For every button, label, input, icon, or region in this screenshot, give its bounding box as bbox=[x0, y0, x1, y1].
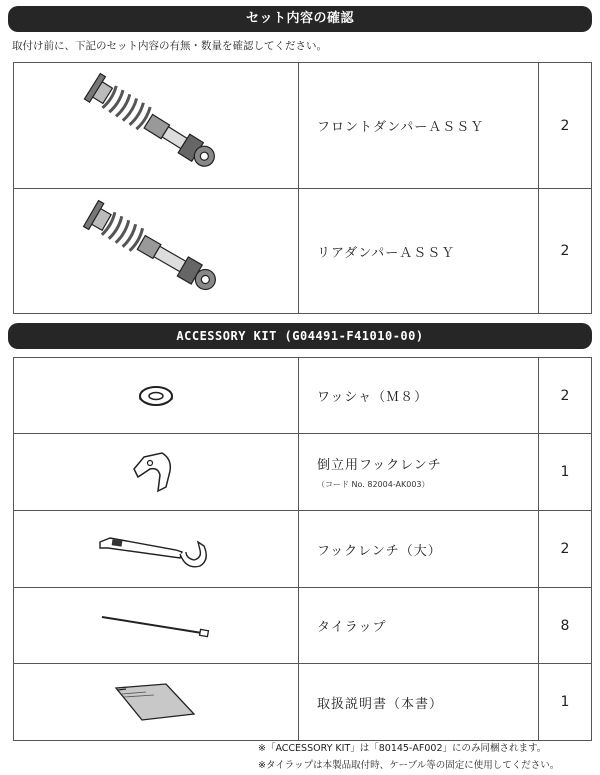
item-name: フックレンチ（大） bbox=[299, 511, 539, 588]
footnotes bbox=[258, 740, 559, 774]
damper-table bbox=[13, 62, 592, 314]
front-damper-icon bbox=[81, 71, 231, 181]
inverted-hook-wrench-icon bbox=[126, 447, 186, 497]
inverted-hook-wrench-image bbox=[14, 434, 299, 511]
footnote-accessory-kit: ※「ACCESSORY KIT」は「80145-AF002」にのみ同梱されます。 bbox=[258, 743, 547, 754]
cable-tie-image bbox=[14, 588, 299, 664]
item-name: フロントダンパーＡＳＳＹ bbox=[299, 63, 539, 189]
item-name-with-code bbox=[299, 434, 539, 511]
intro-text: 取付け前に、下記のセット内容の有無・数量を確認してください。 bbox=[12, 40, 327, 52]
item-qty: 2 bbox=[539, 63, 592, 189]
item-qty: 2 bbox=[539, 189, 592, 314]
section-title-kit-contents: セット内容の確認 bbox=[8, 6, 592, 32]
footnote-cable-tie: ※タイラップは本製品取付時、ケーブル等の固定に使用してください。 bbox=[258, 760, 560, 771]
table-row bbox=[14, 434, 592, 511]
table-row bbox=[14, 588, 592, 664]
table-row bbox=[14, 664, 592, 741]
item-name: タイラップ bbox=[299, 588, 539, 664]
front-damper-image bbox=[14, 63, 299, 189]
table-row bbox=[14, 358, 592, 434]
table-row bbox=[14, 189, 592, 314]
rear-damper-image bbox=[14, 189, 299, 314]
item-qty: 2 bbox=[539, 358, 592, 434]
hook-wrench-icon bbox=[96, 524, 216, 574]
item-qty: 2 bbox=[539, 511, 592, 588]
cable-tie-icon bbox=[96, 611, 216, 641]
item-name: ワッシャ（Ｍ８） bbox=[299, 358, 539, 434]
manual-icon bbox=[106, 680, 206, 724]
section-title-accessory-kit: ACCESSORY KIT (G04491-F41010-00) bbox=[8, 323, 592, 349]
washer-image bbox=[14, 358, 299, 434]
item-qty: 1 bbox=[539, 664, 592, 741]
item-qty: 8 bbox=[539, 588, 592, 664]
table-row bbox=[14, 63, 592, 189]
rear-damper-icon bbox=[81, 196, 231, 306]
hook-wrench-image bbox=[14, 511, 299, 588]
item-name: 取扱説明書（本書） bbox=[299, 664, 539, 741]
item-qty: 1 bbox=[539, 434, 592, 511]
item-name: 倒立用フックレンチ bbox=[317, 458, 442, 473]
item-code: （コード No. 82004-AK003） bbox=[317, 480, 430, 489]
washer-icon bbox=[131, 381, 181, 411]
table-row bbox=[14, 511, 592, 588]
manual-image bbox=[14, 664, 299, 741]
accessory-table bbox=[13, 357, 592, 741]
item-name: リアダンパーＡＳＳＹ bbox=[299, 189, 539, 314]
